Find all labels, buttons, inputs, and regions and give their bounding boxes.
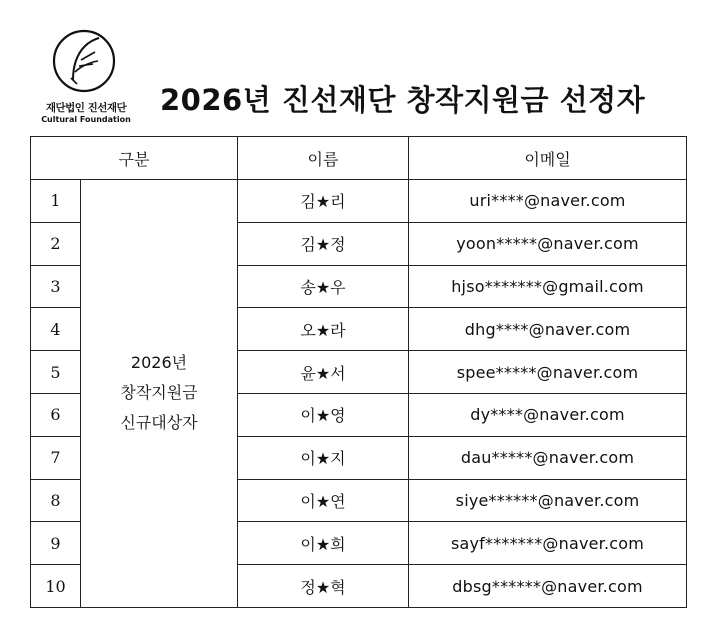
row-number: 1 bbox=[31, 180, 81, 223]
row-name: 이★연 bbox=[238, 479, 409, 522]
row-email: uri****@naver.com bbox=[409, 180, 687, 223]
category-cell bbox=[81, 180, 238, 608]
foundation-logo bbox=[36, 26, 136, 126]
row-email: dhg****@naver.com bbox=[409, 308, 687, 351]
header-name: 이름 bbox=[238, 137, 409, 180]
category-line-year: 2026년 bbox=[130, 353, 188, 373]
row-number: 2 bbox=[31, 222, 81, 265]
header-category: 구분 bbox=[31, 137, 238, 180]
row-email: dau*****@naver.com bbox=[409, 436, 687, 479]
header-email: 이메일 bbox=[409, 137, 687, 180]
row-number: 6 bbox=[31, 393, 81, 436]
row-email: hjso*******@gmail.com bbox=[409, 265, 687, 308]
row-number: 5 bbox=[31, 351, 81, 394]
row-email: dy****@naver.com bbox=[409, 393, 687, 436]
category-line-program: 창작지원금 bbox=[120, 383, 198, 403]
logo-english-name: Cultural Foundation bbox=[41, 115, 131, 124]
logo-korean-name: 재단법인 진선재단 bbox=[45, 102, 127, 114]
row-name: 김★리 bbox=[238, 180, 409, 223]
row-name: 이★영 bbox=[238, 393, 409, 436]
table-header-row bbox=[31, 137, 687, 180]
row-name: 오★라 bbox=[238, 308, 409, 351]
row-email: dbsg******@naver.com bbox=[409, 565, 687, 608]
table-row bbox=[31, 180, 687, 223]
row-email: spee*****@naver.com bbox=[409, 351, 687, 394]
row-number: 9 bbox=[31, 522, 81, 565]
row-email: sayf*******@naver.com bbox=[409, 522, 687, 565]
page-title: 2026년 진선재단 창작지원금 선정자 bbox=[160, 83, 646, 117]
row-name: 정★혁 bbox=[238, 565, 409, 608]
row-email: siye******@naver.com bbox=[409, 479, 687, 522]
row-name: 윤★서 bbox=[238, 351, 409, 394]
row-name: 이★지 bbox=[238, 436, 409, 479]
selectee-table bbox=[30, 136, 687, 608]
category-line-target: 신규대상자 bbox=[120, 413, 198, 433]
row-number: 7 bbox=[31, 436, 81, 479]
row-number: 10 bbox=[31, 565, 81, 608]
row-number: 8 bbox=[31, 479, 81, 522]
row-number: 3 bbox=[31, 265, 81, 308]
row-name: 이★희 bbox=[238, 522, 409, 565]
row-name: 김★정 bbox=[238, 222, 409, 265]
feather-logo-icon bbox=[51, 28, 117, 94]
row-number: 4 bbox=[31, 308, 81, 351]
row-name: 송★우 bbox=[238, 265, 409, 308]
row-email: yoon*****@naver.com bbox=[409, 222, 687, 265]
